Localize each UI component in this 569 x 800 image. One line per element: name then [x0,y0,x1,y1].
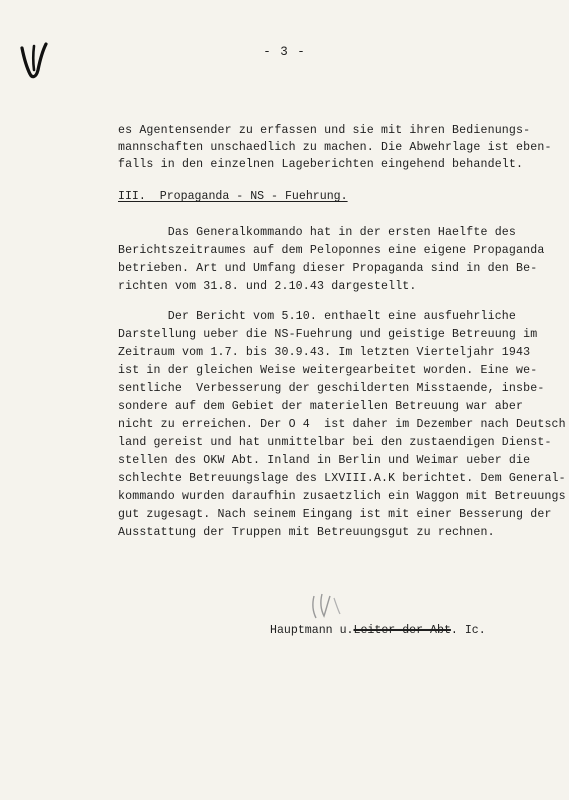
text-line: richten vom 31.8. und 2.10.43 dargestellt. [118,280,417,293]
struck-title: Leiter der Abt [353,624,451,637]
text-line: ist in der gleichen Weise weitergearbeitet worden. Eine we- [118,364,538,377]
text-line: kommando wurden daraufhin zusaetzlich ein Waggon mit Betreuungs [118,490,566,503]
text-line: mannschaften unschaedlich zu machen. Die Abwehrlage ist eben- [118,141,552,154]
text-line: falls in den einzelnen Lageberichten eingehend behandelt. [118,158,524,171]
page-number: - 3 - [263,45,306,59]
text-line: betrieben. Art und Umfang dieser Propaganda sind in den Be- [118,262,538,275]
text-line: stellen des OKW Abt. Inland in Berlin und Weimar ueber die [118,454,531,467]
text-line: es Agentensender zu erfassen und sie mit ihren Bedienungs- [118,124,531,137]
text-line: sondere auf dem Gebiet der materiellen Betreuung war aber [118,400,524,413]
signature-suffix: . Ic. [450,624,486,637]
signature-rank: Hauptmann u. [270,624,354,637]
text-line: land gereist und hat unmittelbar bei den zustaendigen Dienst- [118,436,552,449]
text-line: Ausstattung der Truppen mit Betreuungsgut zu rechnen. [118,526,495,539]
section-heading: III. Propaganda - NS - Fuehrung. [118,190,348,203]
text-line: sentliche Verbesserung der geschilderten Misstaende, insbe- [118,382,545,395]
text-line: Darstellung ueber die NS-Fuehrung und geistige Betreuung im [118,328,538,341]
text-line: Berichtszeitraumes auf dem Peloponnes eine eigene Propaganda [118,244,545,257]
signature-line [270,624,486,637]
text-line: Zeitraum vom 1.7. bis 30.9.43. Im letzten Vierteljahr 1943 [118,346,531,359]
handwritten-signature [300,590,360,624]
text-line: Der Bericht vom 5.10. enthaelt eine ausfuehrliche [118,310,517,323]
text-line: nicht zu erreichen. Der O 4 ist daher im Dezember nach Deutsch [118,418,566,431]
text-line: Das Generalkommando hat in der ersten Haelfte des [118,226,517,239]
text-line: gut zugesagt. Nach seinem Eingang ist mit einer Besserung der [118,508,552,521]
text-line: schlechte Betreuungslage des LXVIII.A.K berichtet. Dem General- [118,472,566,485]
